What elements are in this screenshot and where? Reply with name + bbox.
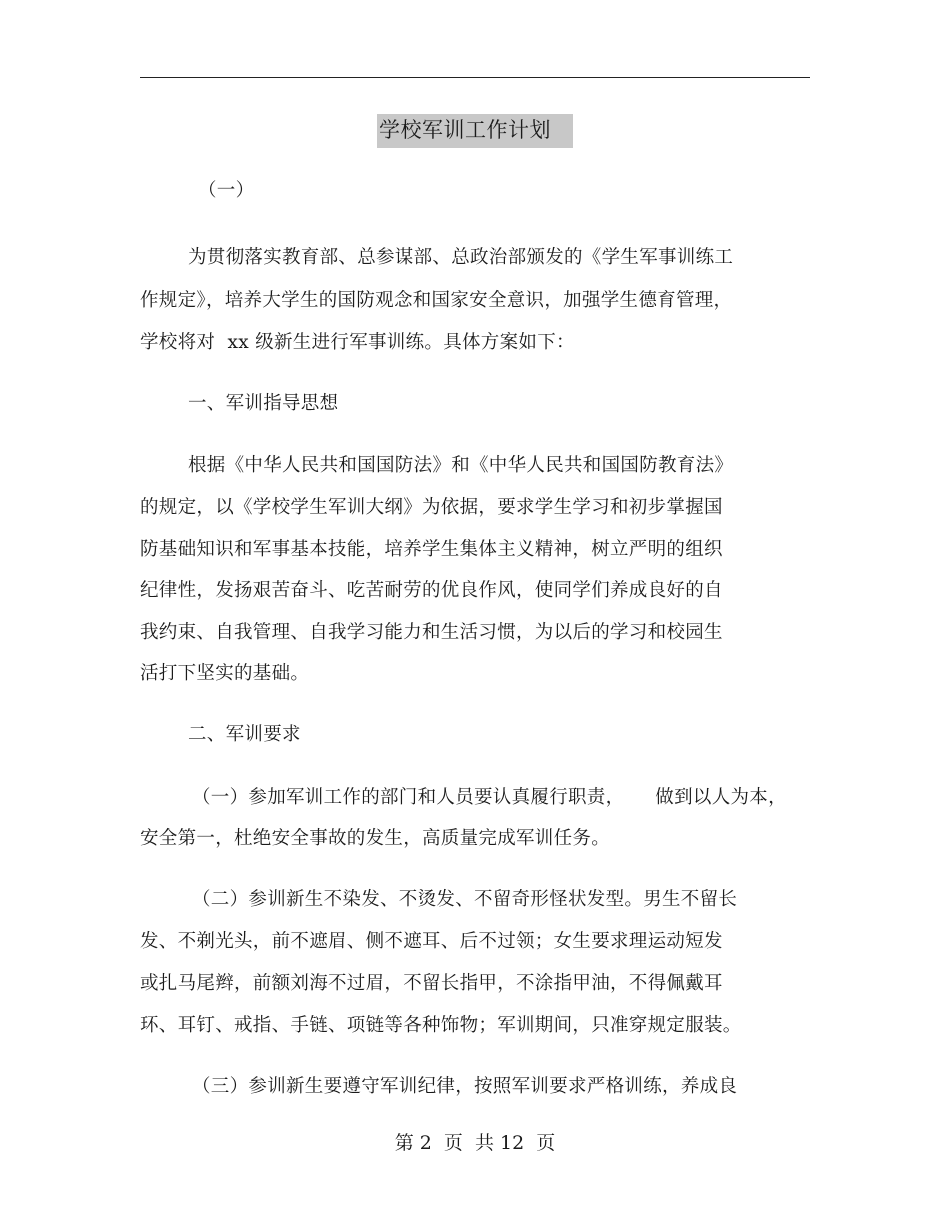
paragraph-line: 安全第一，杜绝安全事故的发生，高质量完成军训任务。 [140,828,611,849]
paragraph-line: 环、耳钉、戒指、手链、项链等各种饰物；军训期间，只准穿规定服装。 [140,1015,742,1036]
paragraph-line: （三）参训新生要遵守军训纪律，按照军训要求严格训练，养成良 [192,1076,738,1097]
paragraph-line: 发、不剃光头，前不遮眉、侧不遮耳、后不过领；女生要求理运动短发 [140,931,723,952]
paragraph-line: 根据《中华人民共和国国防法》和《中华人民共和国国防教育法》 [188,455,734,476]
paragraph-line: 学校将对 xx 级新生进行军事训练。具体方案如下： [140,332,575,353]
paragraph-line: 或扎马尾辫，前额刘海不过眉，不留长指甲，不涂指甲油，不得佩戴耳 [140,973,723,994]
paragraph-line: 作规定》，培养大学生的国防观念和国家安全意识，加强学生德育管理， [140,290,733,311]
paragraph-line: 的规定，以《学校学生军训大纲》为依据，要求学生学习和初步掌握国 [140,497,723,518]
title-container [0,114,950,148]
paragraph-line: （一）参加军训工作的部门和人员要认真履行职责， 做到以人为本， [192,787,787,808]
section-heading: 一、军训指导思想 [188,393,339,414]
paragraph-line: 为贯彻落实教育部、总参谋部、总政治部颁发的《学生军事训练工 [188,247,734,268]
paragraph-line: 防基础知识和军事基本技能，培养学生集体主义精神，树立严明的组织 [140,539,723,560]
paragraph-line: 我约束、自我管理、自我学习能力和生活习惯，为以后的学习和校园生 [140,622,723,643]
document-title: 学校军训工作计划 [377,114,573,148]
header-rule [140,77,810,78]
paragraph-line: 活打下坚实的基础。 [140,663,310,684]
page-number-footer: 第 2 页 共 12 页 [394,1132,556,1154]
section-heading: 二、军训要求 [188,724,301,745]
section-marker: （一） [198,180,255,201]
paragraph-line: 纪律性，发扬艰苦奋斗、吃苦耐劳的优良作风，使同学们养成良好的自 [140,580,723,601]
paragraph-line: （二）参训新生不染发、不烫发、不留奇形怪状发型。男生不留长 [192,889,738,910]
